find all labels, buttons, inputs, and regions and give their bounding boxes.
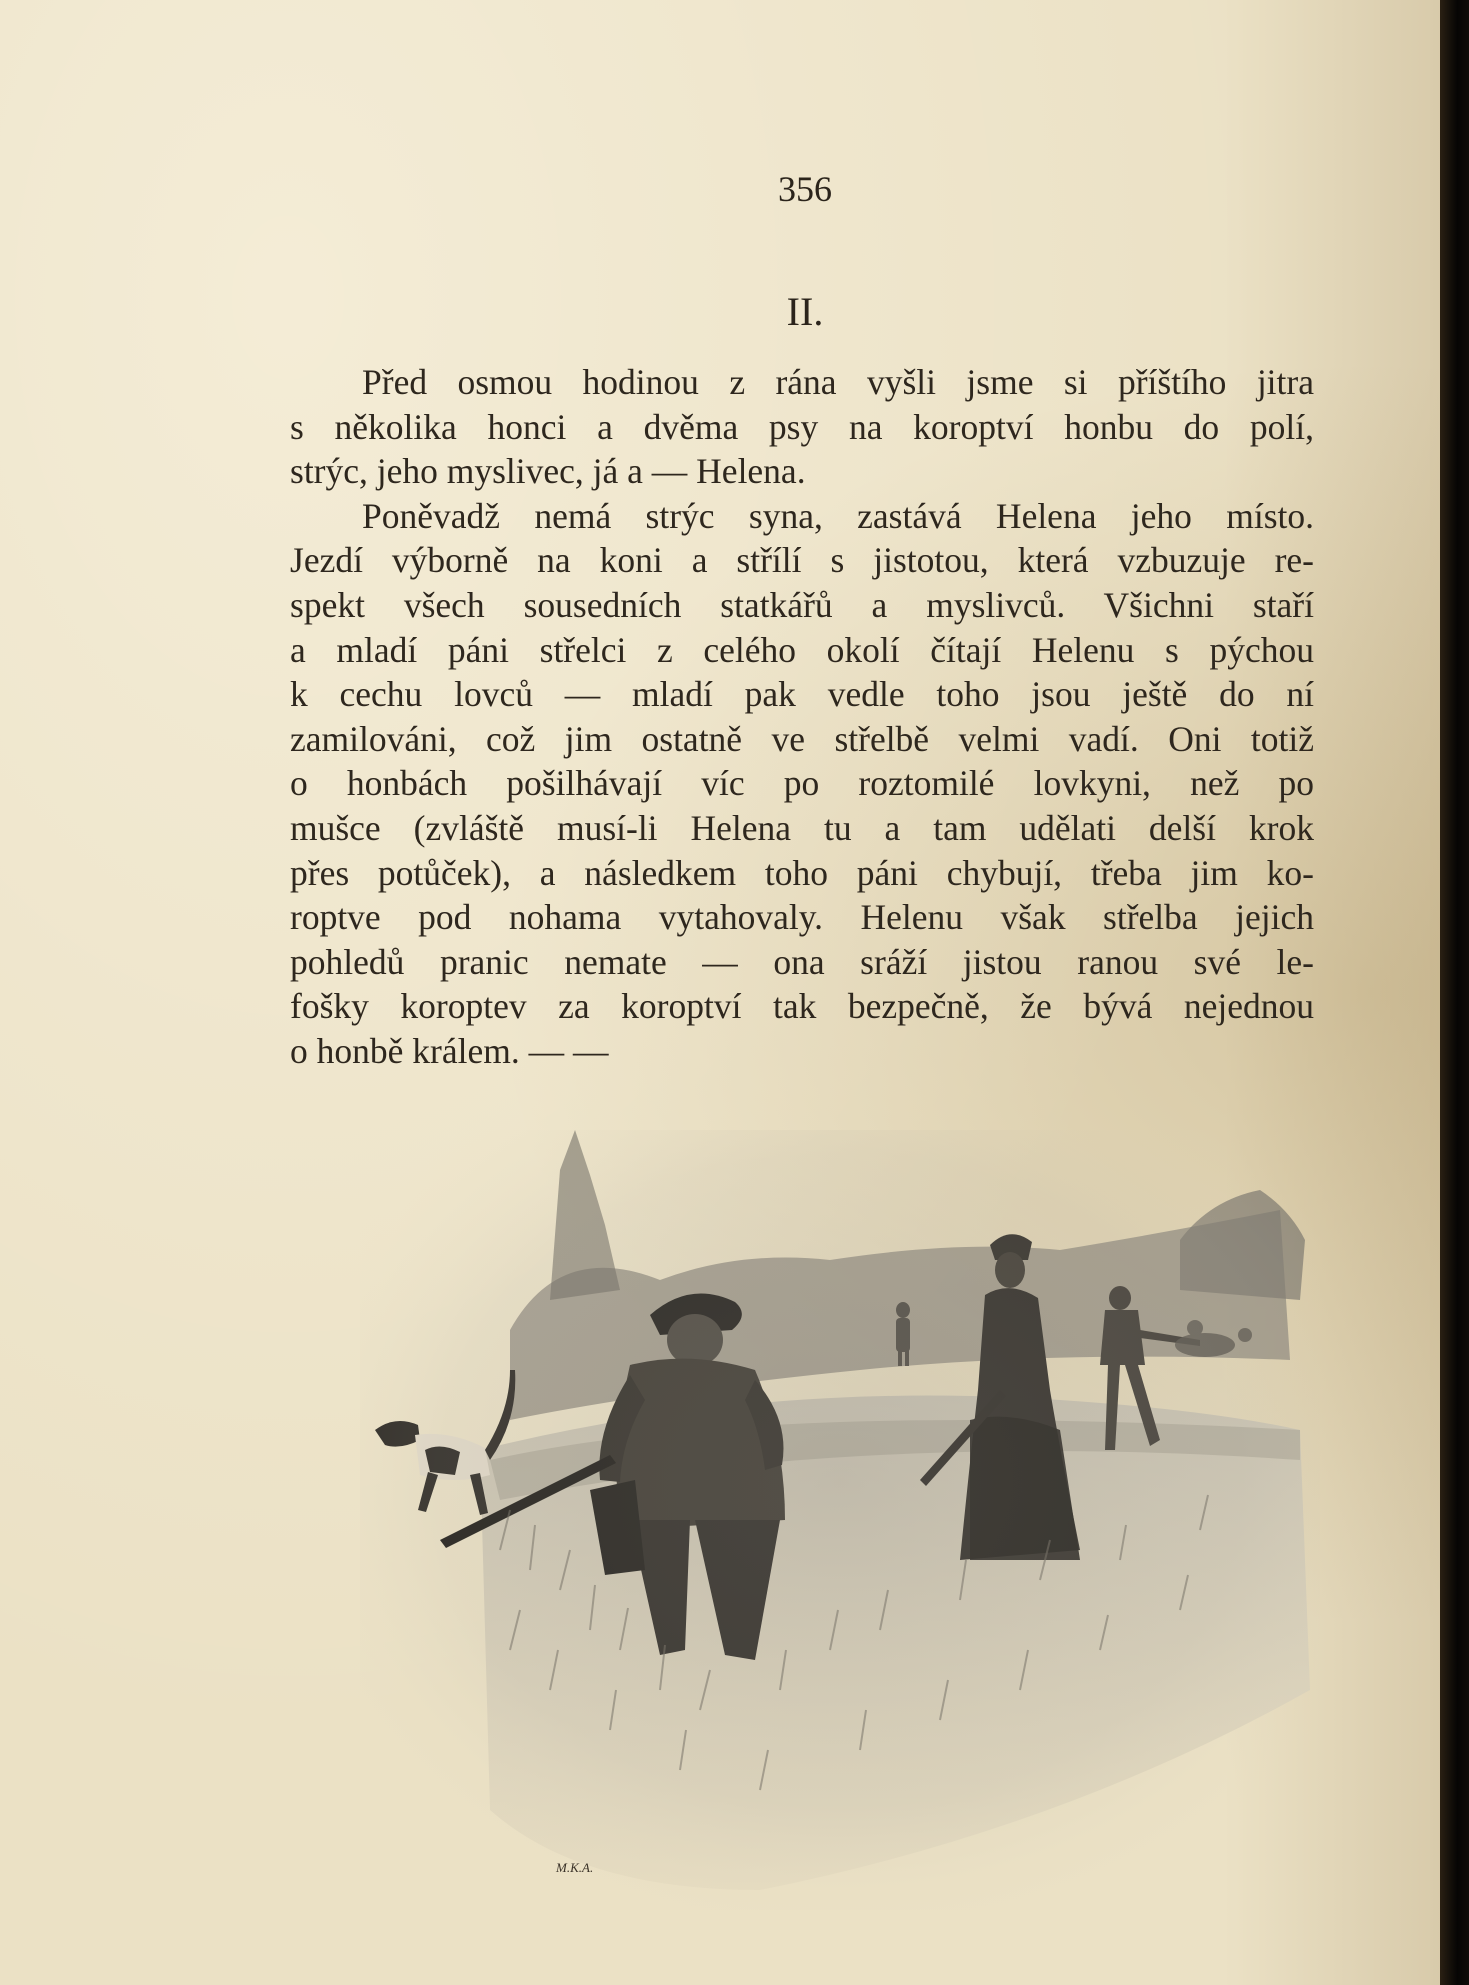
text-line: mušce (zvláště musí-li Helena tu a tam udělati delší krok — [290, 807, 1314, 848]
body-text — [290, 360, 1314, 1074]
text-line: strýc, jeho myslivec, já a — Helena. — [290, 451, 806, 492]
text-line: fošky koroptev za koroptví tak bezpečně, že bývá nejednou — [290, 986, 1314, 1027]
text-line: přes potůček), a následkem toho páni chybují, třeba jim ko- — [290, 852, 1314, 893]
artist-signature: M.K.A. — [556, 1860, 594, 1875]
text-line: roptve pod nohama vytahovaly. Helenu však střelba jejich — [290, 897, 1314, 938]
text-line: k cechu lovců — mladí pak vedle toho jsou ještě do ní — [290, 674, 1314, 715]
text-line: Před osmou hodinou z rána vyšli jsme si příštího jitra — [362, 362, 1314, 402]
text-line: pohledů pranic nemate — ona sráží jistou ranou své le- — [290, 941, 1314, 982]
text-line: o honbách pošilhávají víc po roztomilé lovkyni, než po — [290, 763, 1314, 804]
chapter-heading: II. — [786, 289, 824, 334]
text-line: s několika honci a dvěma psy na koroptví honbu do polí, — [290, 406, 1314, 447]
text-line: Jezdí výborně na koni a střílí s jistotou, která vzbuzuje re- — [290, 540, 1314, 581]
text-line: zamilováni, což jim ostatně ve střelbě velmi vadí. Oni totiž — [290, 718, 1314, 759]
text-line: a mladí páni střelci z celého okolí čítají Helenu s pýchou — [290, 629, 1314, 670]
text-line: o honbě králem. — — — [290, 1030, 609, 1071]
book-binding-edge — [1440, 0, 1469, 1985]
page-number: 356 — [778, 169, 832, 209]
text-line: spekt všech sousedních statkářů a myslivců. Všichni staří — [290, 584, 1314, 625]
hunting-illustration — [360, 1130, 1320, 1910]
text-line: Poněvadž nemá strýc syna, zastává Helena jeho místo. — [362, 495, 1314, 536]
